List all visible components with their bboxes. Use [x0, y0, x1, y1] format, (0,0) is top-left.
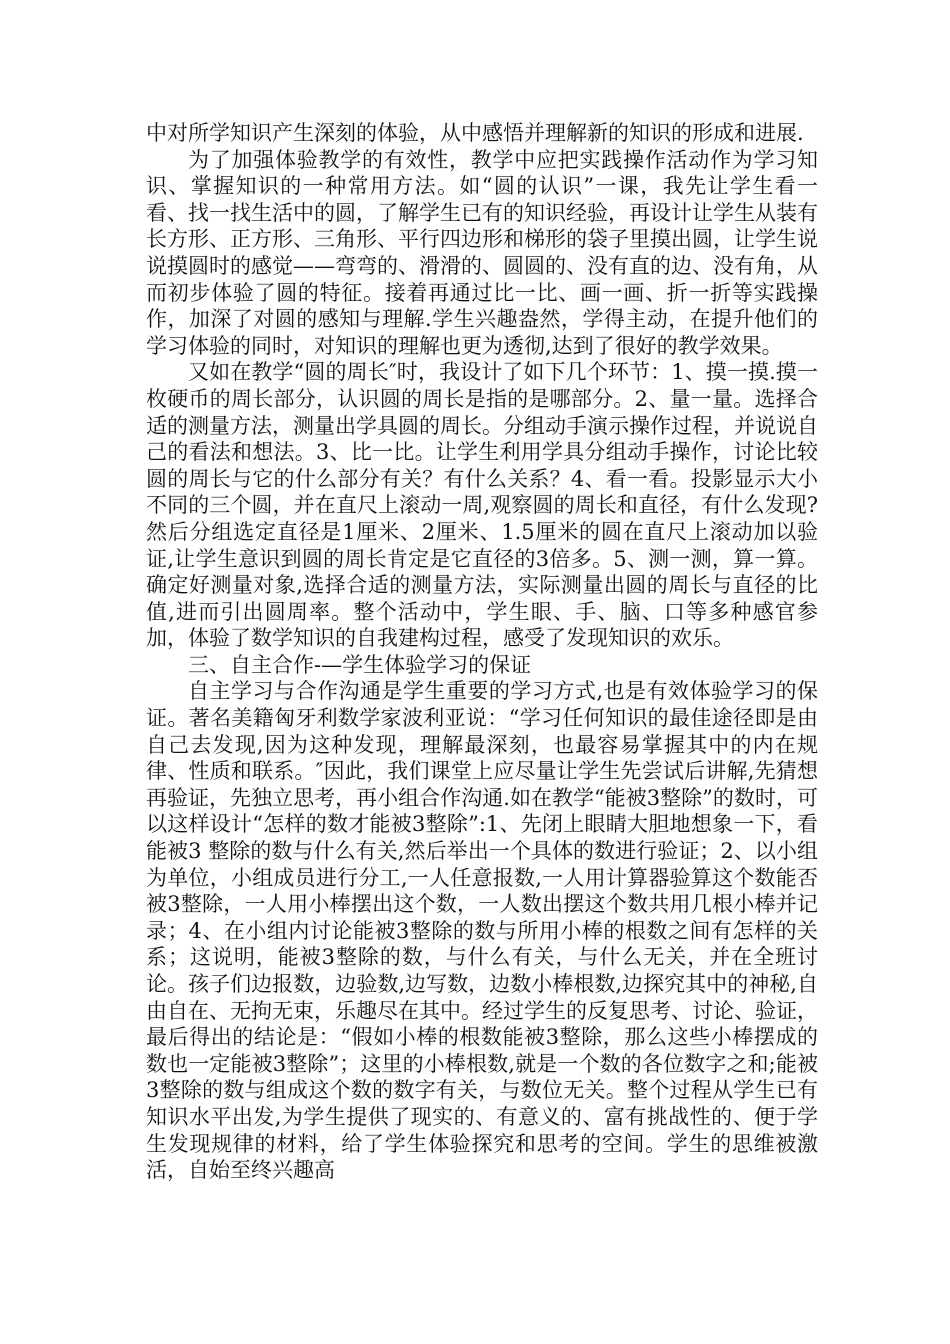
document-page: [146, 120, 818, 1184]
paragraph-cooperative-learning: 自主学习与合作沟通是学生重要的学习方式,也是有效体验学习的保证。著名美籍匈牙利数学家波利亚说：“学习任何知识的最佳途径即是由自己去发现,因为这种发现，理解最深刻，也最容易掌握其中的内在规律、性质和联系。″因此，我们课堂上应尽量让学生先尝试后讲解,先猜想再验证，先独立思考，再小组合作沟通.如在教学“能被3整除”的数时，可以这样设计“怎样的数才能被3整除”:1、先闭上眼睛大胆地想象一下，看能被3 整除的数与什么有关,然后举出一个具体的数进行验证；2、以小组为单位，小组成员进行分工,一人任意报数,一人用计算器验算这个数能否被3整除，一人用小棒摆出这个数，一人数出摆这个数共用几根小棒并记录；4、在小组内讨论能被3整除的数与所用小棒的根数之间有怎样的关系；这说明，能被3整除的数，与什么有关，与什么无关，并在全班讨论。孩子们边报数，边验数,边写数，边数小棒根数,边探究其中的神秘,自由自在、无拘无束，乐趣尽在其中。经过学生的反复思考、讨论、验证，最后得出的结论是：“假如小棒的根数能被3整除，那么这些小棒摆成的数也一定能被3整除”；这里的小棒根数,就是一个数的各位数字之和;能被3整除的数与组成这个数的数字有关，与数位无关。整个过程从学生已有知识水平出发,为学生提供了现实的、有意义的、富有挑战性的、便于学生发现规律的材料，给了学生体验探究和思考的空间。学生的思维被激活，自始至终兴趣高: [146, 679, 818, 1183]
section-heading: 三、自主合作-—学生体验学习的保证: [188, 652, 532, 677]
paragraph-circle-recognition: 为了加强体验教学的有效性，教学中应把实践操作活动作为学习知识、掌握知识的一种常用方法。如“圆的认识”一课，我先让学生看一看、找一找生活中的圆，了解学生已有的知识经验，再设计让学生从装有长方形、正方形、三角形、平行四边形和梯形的袋子里摸出圆，让学生说说摸圆时的感觉——弯弯的、滑滑的、圆圆的、没有直的边、没有角，从而初步体验了圆的特征。接着再通过比一比、画一画、折一折等实践操作，加深了对圆的感知与理解.学生兴趣盎然，学得主动，在提升他们的学习体验的同时，对知识的理解也更为透彻,达到了很好的教学效果。: [146, 147, 818, 358]
paragraph-circle-circumference: 又如在教学“圆的周长″时，我设计了如下几个环节：1、摸一摸.摸一枚硬币的周长部分，认识圆的周长是指的是哪部分。2、量一量。选择合适的测量方法，测量出学具圆的周长。分组动手演示操作过程，并说说自己的看法和想法。3、比一比。让学生利用学具分组动手操作，讨论比较圆的周长与它的什么部分有关？有什么关系？4、看一看。投影显示大小不同的三个圆，并在直尺上滚动一周,观察圆的周长和直径，有什么发现?然后分组选定直径是1厘米、2厘米、1.5厘米的圆在直尺上滚动加以验证,让学生意识到圆的周长肯定是它直径的3倍多。5、测一测，算一算。确定好测量对象,选择合适的测量方法，实际测量出圆的周长与直径的比值,进而引出圆周率。整个活动中，学生眼、手、脑、口等多种感官参加，体验了数学知识的自我建构过程，感受了发现知识的欢乐。: [146, 360, 818, 651]
paragraph-continuation: 中对所学知识产生深刻的体验，从中感悟并理解新的知识的形成和进展.: [146, 121, 804, 145]
